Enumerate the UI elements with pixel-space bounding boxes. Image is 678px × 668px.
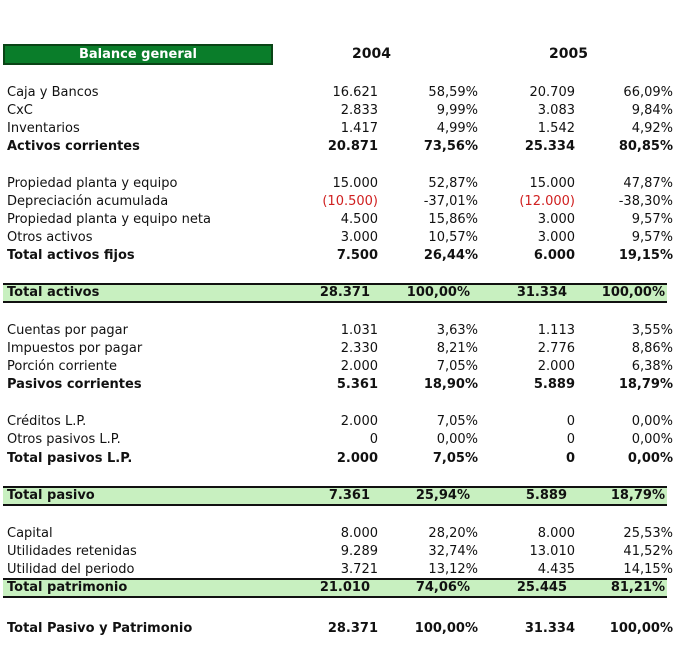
row-label: Utilidades retenidas — [7, 544, 137, 559]
row-cxc — [0, 102, 678, 120]
value-2005: 1.542 — [537, 121, 575, 136]
pct-2004: 74,06% — [415, 580, 470, 595]
pct-2005: 25,53% — [623, 526, 673, 541]
row-total-patrimonio — [3, 578, 667, 598]
row-total-pasivo-patrimonio — [0, 620, 678, 638]
value-2005: 0 — [566, 414, 575, 429]
pct-2005: 100,00% — [601, 285, 665, 300]
pct-2004: 58,59% — [428, 85, 478, 100]
value-2005: 1.113 — [537, 323, 575, 338]
sheet-title: Balance general — [3, 44, 273, 65]
pct-2004: 7,05% — [436, 414, 478, 429]
value-2004: 8.000 — [340, 526, 378, 541]
pct-2004: 28,20% — [428, 526, 478, 541]
row-porcion-corriente — [0, 358, 678, 376]
pct-2004: 32,74% — [428, 544, 478, 559]
row-label: Porción corriente — [7, 359, 117, 374]
value-2004: 16.621 — [332, 85, 378, 100]
row-label: Total activos fijos — [7, 248, 135, 263]
value-2005: 0 — [565, 451, 575, 466]
value-2005: 5.889 — [525, 488, 567, 503]
value-2004: 1.031 — [340, 323, 378, 338]
row-pasivos-corrientes — [0, 376, 678, 394]
pct-2004: 52,87% — [428, 176, 478, 191]
value-2005: 15.000 — [529, 176, 575, 191]
value-2004: 2.833 — [340, 103, 378, 118]
pct-2004: 3,63% — [436, 323, 478, 338]
pct-2004: 100,00% — [414, 621, 478, 636]
pct-2005: 80,85% — [618, 139, 673, 154]
value-2005: 2.000 — [537, 359, 575, 374]
pct-2005: 18,79% — [618, 377, 673, 392]
value-2005: 3.000 — [537, 212, 575, 227]
pct-2004: 4,99% — [436, 121, 478, 136]
value-2004: 21.010 — [319, 580, 370, 595]
value-2004: 20.871 — [327, 139, 378, 154]
value-2005: 13.010 — [529, 544, 575, 559]
row-otros-pasivos-lp — [0, 431, 678, 449]
row-propiedad-neta — [0, 211, 678, 229]
row-label: Total pasivos L.P. — [7, 451, 133, 466]
row-total-activos — [3, 283, 667, 303]
row-propiedad-planta — [0, 175, 678, 193]
row-label: Capital — [7, 526, 53, 541]
row-depreciacion — [0, 193, 678, 211]
value-2004: 28.371 — [327, 621, 378, 636]
pct-2005: -38,30% — [618, 194, 673, 209]
value-2005: 2.776 — [537, 341, 575, 356]
pct-2005: 6,38% — [631, 359, 673, 374]
pct-2004: 7,05% — [432, 451, 478, 466]
pct-2005: 19,15% — [618, 248, 673, 263]
row-caja-bancos — [0, 84, 678, 102]
value-2005: 8.000 — [537, 526, 575, 541]
row-activos-corrientes — [0, 138, 678, 156]
value-2005: 25.334 — [524, 139, 575, 154]
value-2004: 15.000 — [332, 176, 378, 191]
pct-2004: 9,99% — [436, 103, 478, 118]
value-2005: 20.709 — [529, 85, 575, 100]
row-total-pasivos-lp — [0, 450, 678, 468]
pct-2005: 0,00% — [627, 451, 673, 466]
value-2005: 3.000 — [537, 230, 575, 245]
pct-2005: 9,57% — [631, 212, 673, 227]
row-label: Activos corrientes — [7, 139, 140, 154]
row-label: Créditos L.P. — [7, 414, 87, 429]
pct-2004: -37,01% — [423, 194, 478, 209]
value-2004: 2.000 — [336, 451, 378, 466]
value-2004: 3.000 — [340, 230, 378, 245]
value-2004: 9.289 — [340, 544, 378, 559]
pct-2005: 3,55% — [631, 323, 673, 338]
pct-2005: 81,21% — [610, 580, 665, 595]
value-2005: 6.000 — [533, 248, 575, 263]
row-total-activos-fijos — [0, 247, 678, 265]
pct-2004: 100,00% — [406, 285, 470, 300]
value-2004: 3.721 — [340, 562, 378, 577]
value-2005: 25.445 — [516, 580, 567, 595]
row-otros-activos — [0, 229, 678, 247]
value-2005: 5.889 — [533, 377, 575, 392]
row-impuestos-por-pagar — [0, 340, 678, 358]
row-label: Total pasivo — [7, 488, 95, 503]
row-creditos-lp — [0, 413, 678, 431]
pct-2005: 18,79% — [610, 488, 665, 503]
row-label: Otros pasivos L.P. — [7, 432, 121, 447]
pct-2005: 4,92% — [631, 121, 673, 136]
pct-2005: 9,57% — [631, 230, 673, 245]
value-2005: (12.000) — [519, 194, 575, 209]
value-2005: 0 — [566, 432, 575, 447]
value-2005: 4.435 — [537, 562, 575, 577]
pct-2005: 47,87% — [623, 176, 673, 191]
pct-2004: 73,56% — [423, 139, 478, 154]
pct-2004: 18,90% — [423, 377, 478, 392]
value-2004: 0 — [369, 432, 378, 447]
pct-2004: 26,44% — [423, 248, 478, 263]
row-label: Total patrimonio — [7, 580, 128, 595]
value-2005: 31.334 — [516, 285, 567, 300]
pct-2004: 10,57% — [428, 230, 478, 245]
value-2004: (10.500) — [322, 194, 378, 209]
value-2004: 7.500 — [336, 248, 378, 263]
row-total-pasivo — [3, 486, 667, 506]
pct-2005: 9,84% — [631, 103, 673, 118]
value-2004: 4.500 — [340, 212, 378, 227]
value-2004: 2.000 — [340, 359, 378, 374]
value-2004: 2.000 — [340, 414, 378, 429]
row-label: Pasivos corrientes — [7, 377, 142, 392]
row-inventarios — [0, 120, 678, 138]
pct-2004: 8,21% — [436, 341, 478, 356]
pct-2004: 15,86% — [428, 212, 478, 227]
pct-2005: 0,00% — [631, 414, 673, 429]
row-label: Caja y Bancos — [7, 85, 99, 100]
year-2004-header: 2004 — [352, 46, 391, 62]
pct-2004: 7,05% — [436, 359, 478, 374]
row-label: Depreciación acumulada — [7, 194, 169, 209]
row-label: Total activos — [7, 285, 100, 300]
pct-2005: 66,09% — [623, 85, 673, 100]
pct-2004: 25,94% — [415, 488, 470, 503]
row-label: CxC — [7, 103, 33, 118]
row-capital — [0, 525, 678, 543]
pct-2005: 41,52% — [623, 544, 673, 559]
row-utilidad-periodo — [0, 561, 678, 579]
row-label: Inventarios — [7, 121, 80, 136]
value-2005: 31.334 — [524, 621, 575, 636]
row-utilidades-retenidas — [0, 543, 678, 561]
value-2004: 7.361 — [328, 488, 370, 503]
row-label: Utilidad del periodo — [7, 562, 135, 577]
value-2005: 3.083 — [537, 103, 575, 118]
pct-2004: 13,12% — [428, 562, 478, 577]
pct-2004: 0,00% — [436, 432, 478, 447]
row-label: Propiedad planta y equipo — [7, 176, 178, 191]
row-label: Impuestos por pagar — [7, 341, 143, 356]
value-2004: 2.330 — [340, 341, 378, 356]
pct-2005: 14,15% — [623, 562, 673, 577]
value-2004: 5.361 — [336, 377, 378, 392]
row-label: Total Pasivo y Patrimonio — [7, 621, 193, 636]
row-cuentas-por-pagar — [0, 322, 678, 340]
row-label: Propiedad planta y equipo neta — [7, 212, 211, 227]
value-2004: 1.417 — [340, 121, 378, 136]
row-label: Cuentas por pagar — [7, 323, 128, 338]
pct-2005: 0,00% — [631, 432, 673, 447]
year-2005-header: 2005 — [549, 46, 588, 62]
pct-2005: 8,86% — [631, 341, 673, 356]
pct-2005: 100,00% — [609, 621, 673, 636]
row-label: Otros activos — [7, 230, 93, 245]
value-2004: 28.371 — [319, 285, 370, 300]
